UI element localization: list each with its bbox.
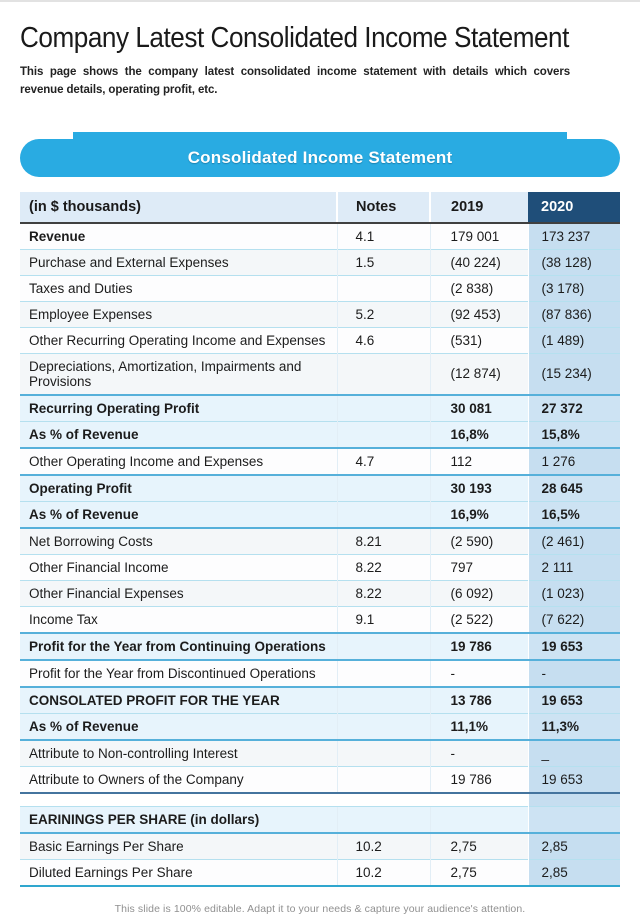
row-label: Attribute to Non-controlling Interest <box>20 740 337 767</box>
column-header-label: (in $ thousands) <box>20 192 337 223</box>
row-value-2019: (92 453) <box>430 301 528 327</box>
row-label <box>20 793 337 807</box>
row-value-2019 <box>430 793 528 807</box>
table-row <box>20 448 620 475</box>
row-value-2019: (2 590) <box>430 528 528 555</box>
row-notes <box>337 793 430 807</box>
row-value-2020: 1 276 <box>528 448 620 475</box>
row-label: Other Operating Income and Expenses <box>20 448 337 475</box>
page-subtitle: This page shows the company latest consolidated income statement with details which covers revenue details, operating profit, etc. <box>20 66 570 96</box>
row-label: Profit for the Year from Discontinued Operations <box>20 660 337 687</box>
row-value-2019: 11,1% <box>430 713 528 740</box>
row-label: Recurring Operating Profit <box>20 395 337 422</box>
row-value-2019: (2 522) <box>430 606 528 633</box>
row-label: Other Financial Expenses <box>20 580 337 606</box>
table-row <box>20 275 620 301</box>
row-value-2019: 30 081 <box>430 395 528 422</box>
row-value-2020: 16,5% <box>528 501 620 528</box>
row-notes <box>337 740 430 767</box>
row-value-2019: (531) <box>430 327 528 353</box>
row-value-2020: (1 489) <box>528 327 620 353</box>
row-notes <box>337 687 430 714</box>
row-value-2019: 13 786 <box>430 687 528 714</box>
table-row <box>20 421 620 448</box>
row-value-2020 <box>528 793 620 807</box>
row-value-2020: (3 178) <box>528 275 620 301</box>
row-notes <box>337 421 430 448</box>
column-header-2020: 2020 <box>528 192 620 223</box>
table-row <box>20 766 620 793</box>
row-value-2019: - <box>430 660 528 687</box>
row-label: EARININGS PER SHARE (in dollars) <box>20 807 337 834</box>
table-row <box>20 860 620 887</box>
row-notes: 8.22 <box>337 580 430 606</box>
row-notes: 9.1 <box>337 606 430 633</box>
table-row <box>20 249 620 275</box>
row-value-2019: 2,75 <box>430 833 528 860</box>
row-notes: 10.2 <box>337 860 430 887</box>
row-label: Diluted Earnings Per Share <box>20 860 337 887</box>
row-notes <box>337 713 430 740</box>
table-row <box>20 660 620 687</box>
row-notes: 5.2 <box>337 301 430 327</box>
row-value-2020: 28 645 <box>528 475 620 502</box>
row-value-2020: 173 237 <box>528 223 620 250</box>
row-value-2020: 19 653 <box>528 687 620 714</box>
row-notes: 8.22 <box>337 554 430 580</box>
table-row <box>20 395 620 422</box>
row-label: Income Tax <box>20 606 337 633</box>
row-value-2020: 19 653 <box>528 633 620 660</box>
table-row <box>20 740 620 767</box>
row-notes <box>337 766 430 793</box>
row-value-2020: (87 836) <box>528 301 620 327</box>
row-value-2020: _ <box>528 740 620 767</box>
row-value-2019 <box>430 807 528 834</box>
table-row <box>20 327 620 353</box>
row-label: Attribute to Owners of the Company <box>20 766 337 793</box>
row-value-2019: 16,9% <box>430 501 528 528</box>
row-value-2019: 16,8% <box>430 421 528 448</box>
row-value-2019: 2,75 <box>430 860 528 887</box>
table-row <box>20 580 620 606</box>
row-value-2020: 15,8% <box>528 421 620 448</box>
table-row <box>20 793 620 807</box>
row-value-2020: 19 653 <box>528 766 620 793</box>
table-row <box>20 223 620 250</box>
row-value-2019: 30 193 <box>430 475 528 502</box>
row-notes <box>337 353 430 395</box>
row-value-2020: - <box>528 660 620 687</box>
row-notes: 8.21 <box>337 528 430 555</box>
row-value-2019: 797 <box>430 554 528 580</box>
row-label: Other Financial Income <box>20 554 337 580</box>
row-label: Depreciations, Amortization, Impairments and Provisions <box>20 353 337 395</box>
table-row <box>20 633 620 660</box>
column-header-notes: Notes <box>337 192 430 223</box>
page-title: Company Latest Consolidated Income Statement <box>20 22 569 54</box>
row-notes <box>337 807 430 834</box>
row-notes: 1.5 <box>337 249 430 275</box>
row-value-2019: 112 <box>430 448 528 475</box>
row-value-2020: 27 372 <box>528 395 620 422</box>
banner-title: Consolidated Income Statement <box>187 147 453 167</box>
row-value-2020: 11,3% <box>528 713 620 740</box>
table-row <box>20 807 620 834</box>
row-value-2019: (6 092) <box>430 580 528 606</box>
row-label: Taxes and Duties <box>20 275 337 301</box>
row-value-2020: 2,85 <box>528 833 620 860</box>
row-value-2019: - <box>430 740 528 767</box>
row-notes <box>337 395 430 422</box>
row-notes: 4.1 <box>337 223 430 250</box>
row-value-2019: 19 786 <box>430 633 528 660</box>
banner-pill <box>20 139 620 177</box>
row-label: CONSOLATED PROFIT FOR THE YEAR <box>20 687 337 714</box>
row-value-2020: (1 023) <box>528 580 620 606</box>
table-row <box>20 528 620 555</box>
income-statement-table <box>20 192 620 888</box>
row-notes <box>337 660 430 687</box>
table-row <box>20 301 620 327</box>
row-value-2020: (38 128) <box>528 249 620 275</box>
row-label: Employee Expenses <box>20 301 337 327</box>
table-row <box>20 713 620 740</box>
row-label: Profit for the Year from Continuing Operations <box>20 633 337 660</box>
table-row <box>20 687 620 714</box>
row-label: As % of Revenue <box>20 421 337 448</box>
footer-note: This slide is 100% editable. Adapt it to your needs & capture your audience's attention. <box>114 903 526 915</box>
row-label: Revenue <box>29 228 86 244</box>
row-value-2020: 2 111 <box>528 554 620 580</box>
row-label: As % of Revenue <box>20 713 337 740</box>
table-row <box>20 353 620 395</box>
row-value-2020: 2,85 <box>528 860 620 887</box>
table-row <box>20 501 620 528</box>
row-value-2019: (2 838) <box>430 275 528 301</box>
table-row <box>20 606 620 633</box>
row-label: Basic Earnings Per Share <box>20 833 337 860</box>
row-label: As % of Revenue <box>20 501 337 528</box>
row-notes <box>337 633 430 660</box>
column-header-2019: 2019 <box>430 192 528 223</box>
table-header-row <box>20 192 620 223</box>
row-value-2019: 179 001 <box>430 223 528 250</box>
row-value-2020: (2 461) <box>528 528 620 555</box>
row-value-2020: (15 234) <box>528 353 620 395</box>
row-label: Purchase and External Expenses <box>20 249 337 275</box>
income-table-body <box>20 223 620 887</box>
row-notes: 10.2 <box>337 833 430 860</box>
row-value-2019: (40 224) <box>430 249 528 275</box>
row-value-2019: 19 786 <box>430 766 528 793</box>
table-row <box>20 475 620 502</box>
section-banner <box>20 139 620 177</box>
row-value-2020: (7 622) <box>528 606 620 633</box>
row-notes <box>337 475 430 502</box>
row-label: Net Borrowing Costs <box>20 528 337 555</box>
table-row <box>20 833 620 860</box>
row-label: Operating Profit <box>20 475 337 502</box>
row-label: Other Recurring Operating Income and Expenses <box>20 327 337 353</box>
row-value-2020 <box>528 807 620 834</box>
table-row <box>20 554 620 580</box>
row-notes: 4.7 <box>337 448 430 475</box>
row-notes <box>337 275 430 301</box>
row-value-2019: (12 874) <box>430 353 528 395</box>
row-notes <box>337 501 430 528</box>
row-notes: 4.6 <box>337 327 430 353</box>
